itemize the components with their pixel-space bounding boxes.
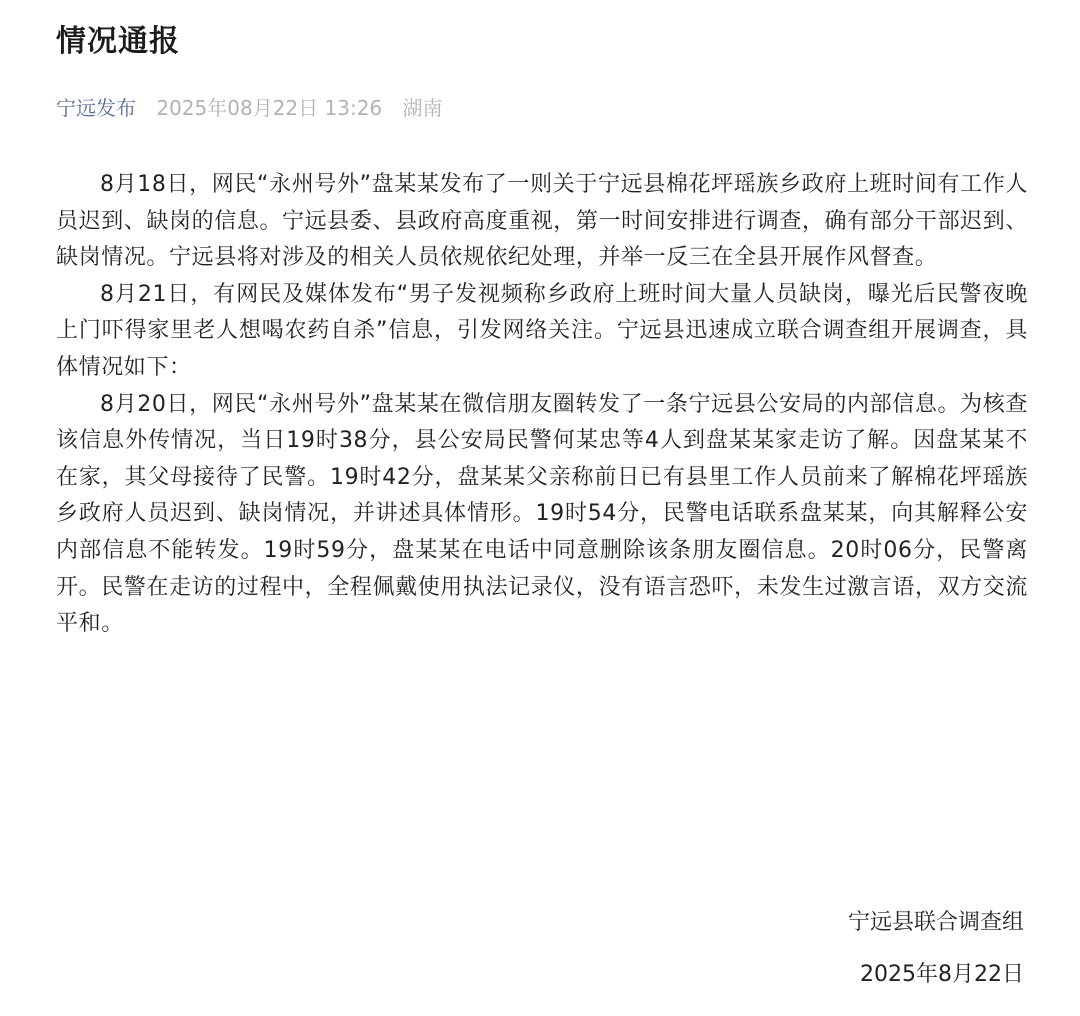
- paragraph-2: 8月21日，有网民及媒体发布“男子发视频称乡政府上班时间大量人员缺岗，曝光后民警夜晚上门吓得家里老人想喝农药自杀”信息，引发网络关注。宁远县迅速成立联合调查组开展调查，具体情况如下：: [56, 281, 1028, 380]
- article-title: 情况通报: [56, 24, 180, 59]
- paragraph-1: 8月18日，网民“永州号外”盘某某发布了一则关于宁远县棉花坪瑶族乡政府上班时间有工作人员迟到、缺岗的信息。宁远县委、县政府高度重视，第一时间安排进行调查，确有部分干部迟到、缺岗情况。宁远县将对涉及的相关人员依规依纪处理，并举一反三在全县开展作风督查。: [56, 172, 1028, 271]
- publish-location: 湖南: [402, 96, 443, 120]
- signature-org: 宁远县联合调查组: [847, 910, 1024, 935]
- source-account-link[interactable]: 宁远发布: [56, 96, 136, 120]
- signature-block: [848, 897, 1024, 1001]
- article-body: [56, 167, 1028, 643]
- article-meta: [56, 95, 1028, 121]
- publish-time: 2025年08月22日 13:26: [156, 96, 383, 120]
- paragraph-3: 8月20日，网民“永州号外”盘某某在微信朋友圈转发了一条宁远县公安局的内部信息。为核查该信息外传情况，当日19时38分，县公安局民警何某忠等4人到盘某某家走访了解。因盘某某不在家，其父母接待了民警。19时42分，盘某某父亲称前日已有县里工作人员前来了解棉花坪瑶族乡政府人员迟到、缺岗情况，并讲述具体情形。19时54分，民警电话联系盘某某，向其解释公安内部信息不能转发。19时59分，盘某某在电话中同意删除该条朋友圈信息。20时06分，民警离开。民警在走访的过程中，全程佩戴使用执法记录仪，没有语言恐吓，未发生过激言语，双方交流平和。: [56, 391, 1028, 637]
- signature-date: 2025年8月22日: [860, 962, 1024, 987]
